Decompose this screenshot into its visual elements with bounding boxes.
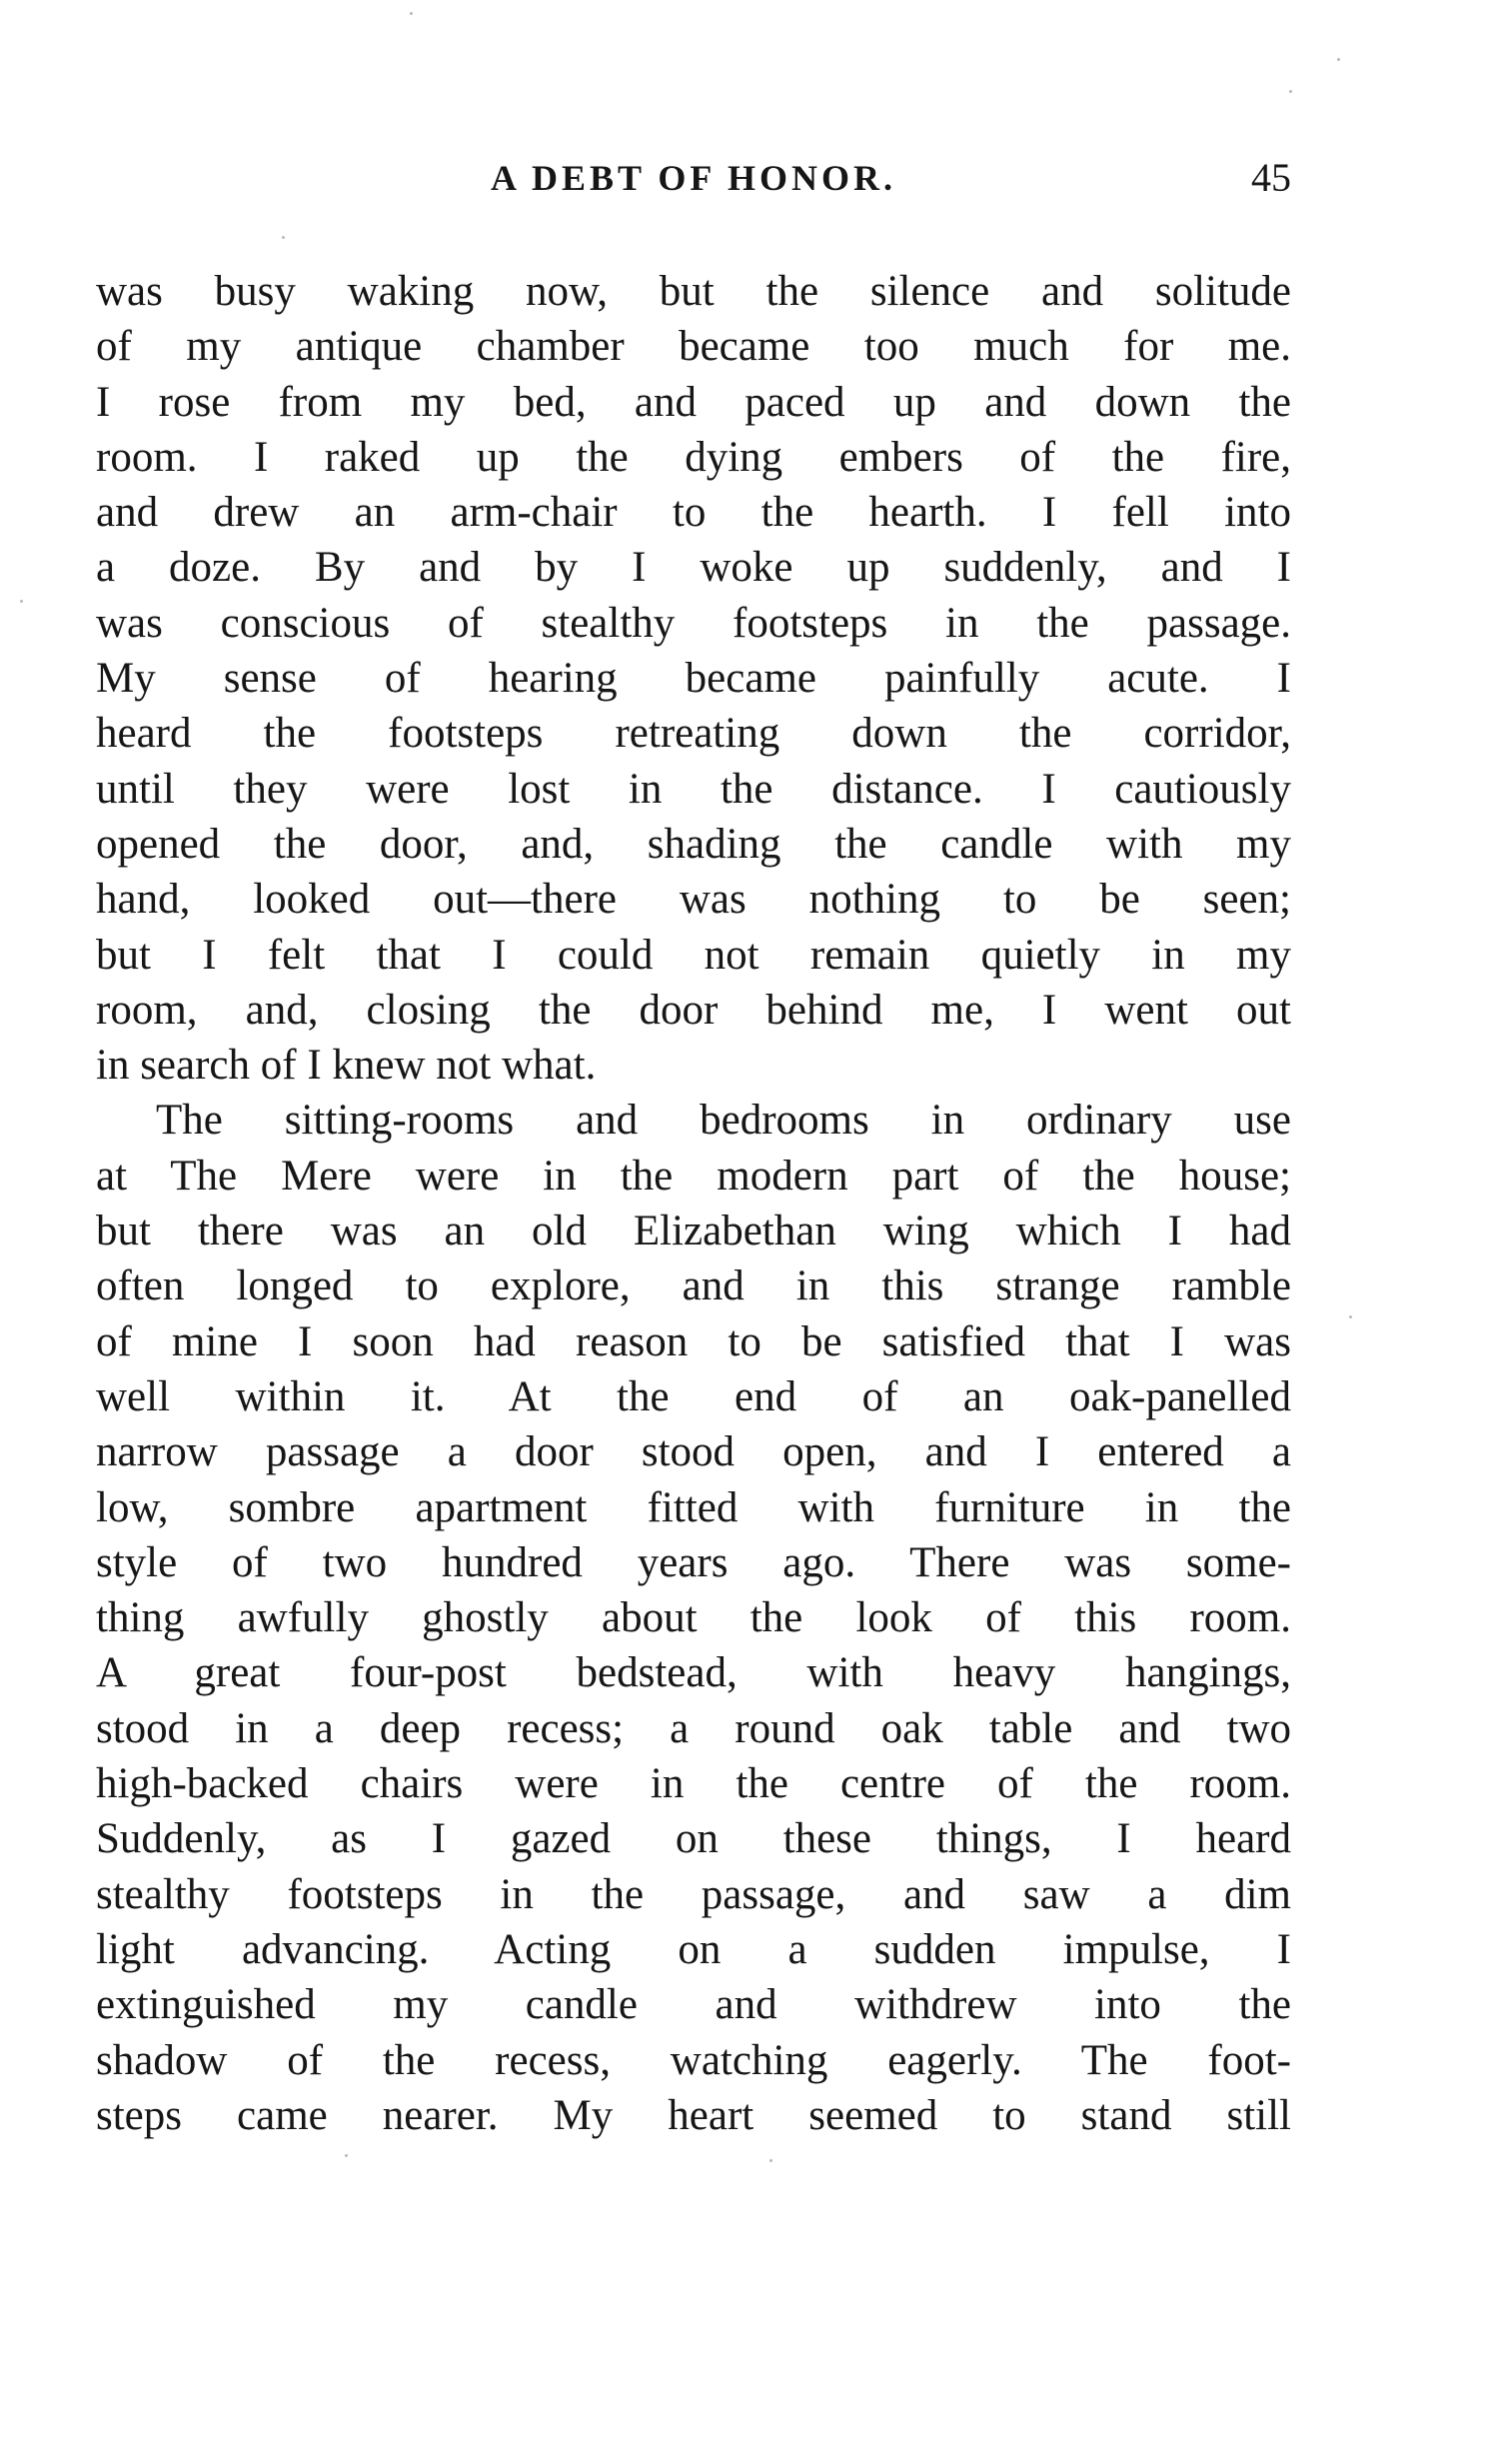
paper-speck <box>410 12 413 15</box>
text-line: extinguished my candle and withdrew into the <box>96 1981 1291 2029</box>
paragraph <box>96 264 1291 1093</box>
text-line: of mine I soon had reason to be satisfied that I was <box>96 1317 1291 1365</box>
text-line: Suddenly, as I gazed on these things, I heard <box>96 1815 1291 1863</box>
text-line: in search of I knew not what. <box>96 1042 597 1090</box>
text-line: and drew an arm-chair to the hearth. I fell into <box>96 489 1291 537</box>
text-line: style of two hundred years ago. There was some- <box>96 1538 1291 1586</box>
text-line: room, and, closing the door behind me, I went out <box>96 986 1291 1034</box>
paragraph <box>96 1093 1291 2143</box>
text-line: steps came nearer. My heart seemed to stand still <box>96 2091 1291 2139</box>
text-line: shadow of the recess, watching eagerly. The foot- <box>96 2036 1291 2084</box>
paper-speck <box>345 2154 348 2157</box>
text-line: stood in a deep recess; a round oak table and two <box>96 1704 1291 1752</box>
paper-speck <box>282 236 285 239</box>
running-title: A DEBT OF HONOR. <box>490 158 897 198</box>
paper-speck <box>1349 1315 1352 1318</box>
text-line: high-backed chairs were in the centre of the room. <box>96 1760 1291 1808</box>
running-head <box>96 148 1291 208</box>
paper-speck <box>20 600 23 603</box>
paper-speck <box>1289 90 1292 93</box>
text-line: but there was an old Elizabethan wing which I had <box>96 1208 1291 1255</box>
paper-speck <box>769 2159 772 2162</box>
page-number: 45 <box>1251 155 1291 200</box>
text-line: My sense of hearing became painfully acute. I <box>96 655 1291 703</box>
text-line: stealthy footsteps in the passage, and saw a dim <box>96 1870 1291 1918</box>
text-line: until they were lost in the distance. I cautiously <box>96 765 1291 813</box>
text-line: was busy waking now, but the silence and solitude <box>96 268 1291 315</box>
text-line: often longed to explore, and in this strange ramble <box>96 1262 1291 1310</box>
text-line: I rose from my bed, and paced up and down the <box>96 378 1291 426</box>
text-line: heard the footsteps retreating down the corridor, <box>96 710 1291 758</box>
text-line: light advancing. Acting on a sudden impulse, I <box>96 1925 1291 1973</box>
text-line: well within it. At the end of an oak-panelled <box>96 1372 1291 1420</box>
text-line: hand, looked out—there was nothing to be seen; <box>96 876 1291 924</box>
text-line: was conscious of stealthy footsteps in the passage. <box>96 599 1291 647</box>
text-line: room. I raked up the dying embers of the fire, <box>96 433 1291 481</box>
text-line: but I felt that I could not remain quietly in my <box>96 931 1291 979</box>
text-line: narrow passage a door stood open, and I entered a <box>96 1428 1291 1476</box>
text-line: a doze. By and by I woke up suddenly, and I <box>96 544 1291 592</box>
paper-speck <box>1337 58 1340 61</box>
text-line: at The Mere were in the modern part of the house; <box>96 1152 1291 1200</box>
text-line: The sitting-rooms and bedrooms in ordinary use <box>156 1097 1291 1145</box>
text-line: low, sombre apartment fitted with furniture in the <box>96 1483 1291 1531</box>
body-text <box>96 264 1291 2143</box>
text-line: of my antique chamber became too much for me. <box>96 323 1291 371</box>
text-line: opened the door, and, shading the candle with my <box>96 820 1291 868</box>
text-line: thing awfully ghostly about the look of this room. <box>96 1594 1291 1642</box>
text-line: A great four-post bedstead, with heavy hangings, <box>96 1649 1291 1697</box>
